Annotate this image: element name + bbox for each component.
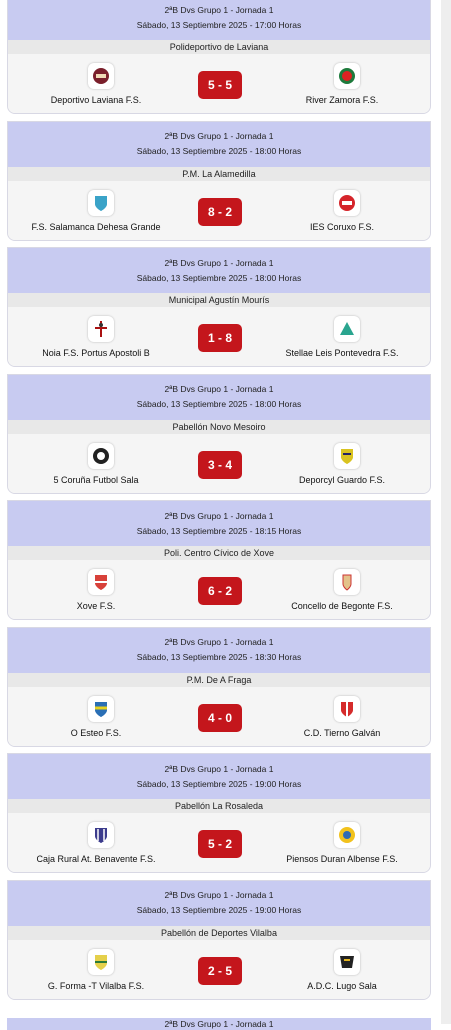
home-team[interactable] [16, 181, 176, 241]
match-body [8, 181, 430, 241]
away-team-name: Deporcyl Guardo F.S. [298, 474, 386, 485]
albense-crest-icon [334, 822, 360, 848]
score-badge[interactable]: 4 - 0 [198, 704, 242, 732]
away-team-name: Piensos Duran Albense F.S. [286, 854, 398, 864]
home-team-name: O Esteo F.S. [70, 727, 122, 738]
competition-label: 2ªB Dvs Grupo 1 - Jornada 1 [164, 763, 274, 774]
score-badge[interactable]: 5 - 5 [198, 71, 242, 99]
match-header [8, 628, 430, 673]
benavente-crest-icon [88, 822, 114, 848]
home-team[interactable] [16, 54, 176, 114]
lugo-sala-crest-icon [334, 949, 360, 975]
deportivo-laviana-crest-icon [88, 63, 114, 89]
match-body [8, 940, 430, 1000]
home-team-name: Xove F.S. [76, 601, 116, 611]
venue-label: Poli. Centro Cívico de Xove [8, 546, 430, 560]
match-header [8, 122, 430, 167]
match-datetime: Sábado, 13 Septiembre 2025 - 18:00 Horas [136, 146, 302, 156]
match-body [8, 434, 430, 494]
o-esteo-crest-icon [88, 696, 114, 722]
match-card[interactable] [7, 500, 431, 620]
score-badge[interactable]: 1 - 8 [198, 324, 242, 352]
river-zamora-crest-icon [334, 63, 360, 89]
match-card[interactable] [7, 880, 431, 1000]
fs-salamanca-crest-icon [88, 190, 114, 216]
match-body [8, 54, 430, 114]
competition-label: 2ªB Dvs Grupo 1 - Jornada 1 [164, 890, 274, 900]
score-badge[interactable]: 2 - 5 [198, 957, 242, 985]
match-body [8, 687, 430, 747]
home-team[interactable] [16, 434, 176, 494]
home-team[interactable] [16, 687, 176, 747]
match-header [8, 375, 430, 420]
deporcyl-guardo-crest-icon [334, 443, 360, 469]
home-team-name: G. Forma -T Vilalba F.S. [47, 980, 145, 991]
match-card[interactable] [7, 627, 431, 747]
match-card[interactable] [7, 121, 431, 241]
away-team-name: A.D.C. Lugo Sala [307, 980, 377, 991]
venue-label: Pabellón La Rosaleda [8, 799, 430, 813]
vilalba-crest-icon [88, 949, 114, 975]
away-team-name: C.D. Tierno Galván [303, 727, 381, 738]
away-team[interactable] [262, 940, 422, 1000]
match-card[interactable] [7, 0, 431, 114]
away-team-name: River Zamora F.S. [305, 95, 379, 105]
match-card[interactable] [7, 374, 431, 494]
home-team[interactable] [16, 560, 176, 620]
noia-fs-crest-icon [88, 316, 114, 342]
away-team-name: IES Coruxo F.S. [309, 221, 375, 232]
venue-label: Pabellón de Deportes Vilalba [8, 926, 430, 940]
begonte-crest-icon [334, 569, 360, 595]
match-datetime: Sábado, 13 Septiembre 2025 - 17:00 Horas [136, 19, 302, 30]
score-badge[interactable]: 3 - 4 [198, 451, 242, 479]
match-header [8, 248, 430, 293]
match-card[interactable] [7, 753, 431, 873]
competition-label: 2ªB Dvs Grupo 1 - Jornada 1 [164, 1019, 274, 1029]
match-body [8, 813, 430, 873]
home-team-name: Deportivo Laviana F.S. [50, 95, 142, 105]
home-team[interactable] [16, 307, 176, 367]
away-team[interactable] [262, 813, 422, 873]
competition-label: 2ªB Dvs Grupo 1 - Jornada 1 [164, 257, 274, 268]
competition-label: 2ªB Dvs Grupo 1 - Jornada 1 [164, 384, 274, 394]
stellae-leis-crest-icon [334, 316, 360, 342]
match-datetime: Sábado, 13 Septiembre 2025 - 19:00 Horas [136, 905, 302, 915]
home-team-name: F.S. Salamanca Dehesa Grande [31, 221, 161, 232]
tierno-galvan-crest-icon [334, 696, 360, 722]
scrollbar-track[interactable] [441, 0, 451, 1024]
next-match-header-partial [7, 1018, 431, 1030]
away-team[interactable] [262, 181, 422, 241]
venue-label: P.M. De A Fraga [8, 673, 430, 687]
away-team[interactable] [262, 54, 422, 114]
match-datetime: Sábado, 13 Septiembre 2025 - 18:30 Horas [136, 652, 302, 662]
competition-label: 2ªB Dvs Grupo 1 - Jornada 1 [164, 4, 274, 15]
home-team-name: 5 Coruña Futbol Sala [53, 474, 139, 485]
match-datetime: Sábado, 13 Septiembre 2025 - 18:00 Horas [136, 272, 302, 283]
match-header [8, 501, 430, 546]
away-team[interactable] [262, 434, 422, 494]
competition-label: 2ªB Dvs Grupo 1 - Jornada 1 [164, 637, 274, 647]
score-badge[interactable]: 8 - 2 [198, 198, 242, 226]
away-team-name: Stellae Leis Pontevedra F.S. [285, 348, 399, 358]
match-header [8, 881, 430, 926]
competition-label: 2ªB Dvs Grupo 1 - Jornada 1 [164, 510, 274, 521]
match-body [8, 560, 430, 620]
venue-label: Municipal Agustín Mourís [8, 293, 430, 307]
match-datetime: Sábado, 13 Septiembre 2025 - 19:00 Horas [136, 778, 302, 789]
match-header [8, 754, 430, 799]
match-datetime: Sábado, 13 Septiembre 2025 - 18:00 Horas [136, 399, 302, 409]
ies-coruxo-crest-icon [334, 190, 360, 216]
away-team-name: Concello de Begonte F.S. [291, 601, 393, 611]
competition-label: 2ªB Dvs Grupo 1 - Jornada 1 [164, 131, 274, 141]
away-team[interactable] [262, 307, 422, 367]
venue-label: Pabellón Novo Mesoiro [8, 420, 430, 434]
home-team-name: Caja Rural At. Benavente F.S. [36, 854, 156, 864]
away-team[interactable] [262, 560, 422, 620]
match-body [8, 307, 430, 367]
score-badge[interactable]: 6 - 2 [198, 577, 242, 605]
home-team[interactable] [16, 813, 176, 873]
match-header [8, 0, 430, 40]
5-coruna-crest-icon [88, 443, 114, 469]
score-badge[interactable]: 5 - 2 [198, 830, 242, 858]
venue-label: P.M. La Alamedilla [8, 167, 430, 181]
venue-label: Polideportivo de Laviana [8, 40, 430, 54]
xove-fs-crest-icon [88, 569, 114, 595]
match-card[interactable] [7, 247, 431, 367]
home-team[interactable] [16, 940, 176, 1000]
home-team-name: Noia F.S. Portus Apostoli B [42, 348, 150, 358]
match-datetime: Sábado, 13 Septiembre 2025 - 18:15 Horas [136, 525, 302, 536]
away-team[interactable] [262, 687, 422, 747]
